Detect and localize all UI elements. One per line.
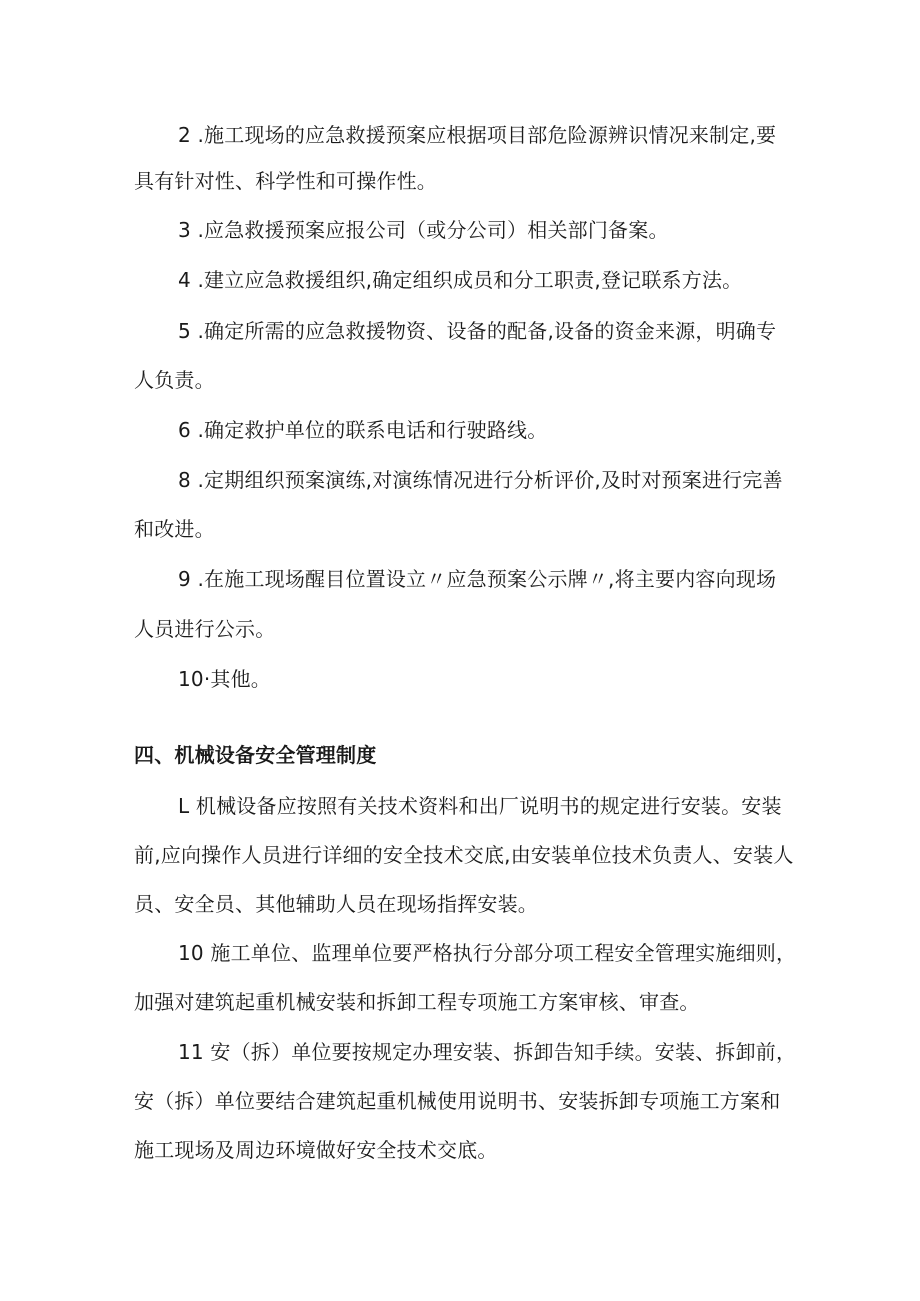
item-8-line-2: 和改进。 [134,517,215,541]
section-heading: 四、机械设备安全管理制度 [134,743,377,767]
item-11-line-3: 施工现场及周边环境做好安全技术交底。 [134,1138,498,1162]
item-10: 10·其他。 [178,667,272,691]
item-11-line-2: 安（拆）单位要结合建筑起重机械使用说明书、安装拆卸专项施工方案和 [134,1089,781,1113]
item-2-line-1: 2 .施工现场的应急救援预案应根据项目部危险源辨识情况来制定,要 [178,123,777,147]
item-L-line-2: 前,应向操作人员进行详细的安全技术交底,由安装单位技术负责人、安装人 [134,843,794,867]
item-8-line-1: 8 .定期组织预案演练,对演练情况进行分析评价,及时对预案进行完善 [178,468,783,492]
item-9-line-2: 人员进行公示。 [134,617,276,641]
item-L-line-1: L 机械设备应按照有关技术资料和出厂说明书的规定进行安装。安装 [178,794,782,818]
item-2-line-2: 具有针对性、科学性和可操作性。 [134,169,437,193]
item-10b-line-1: 10 施工单位、监理单位要严格执行分部分项工程安全管理实施细则， [178,941,797,965]
item-11-line-1: 11 安（拆）单位要按规定办理安装、拆卸告知手续。安装、拆卸前， [178,1040,797,1064]
item-4: 4 .建立应急救援组织,确定组织成员和分工职责,登记联系方法。 [178,268,743,292]
item-5-line-2: 人负责。 [134,368,215,392]
item-10b-line-2: 加强对建筑起重机械安装和拆卸工程专项施工方案审核、审查。 [134,990,700,1014]
item-5-line-1: 5 .确定所需的应急救援物资、设备的配备,设备的资金来源，明确专 [178,319,777,343]
item-3: 3 .应急救援预案应报公司（或分公司）相关部门备案。 [178,218,669,242]
item-L-line-3: 员、安全员、其他辅助人员在现场指挥安装。 [134,892,538,916]
item-9-line-1: 9 .在施工现场醒目位置设立〃应急预案公示牌〃,将主要内容向现场 [178,567,777,591]
item-6: 6 .确定救护单位的联系电话和行驶路线。 [178,418,548,442]
